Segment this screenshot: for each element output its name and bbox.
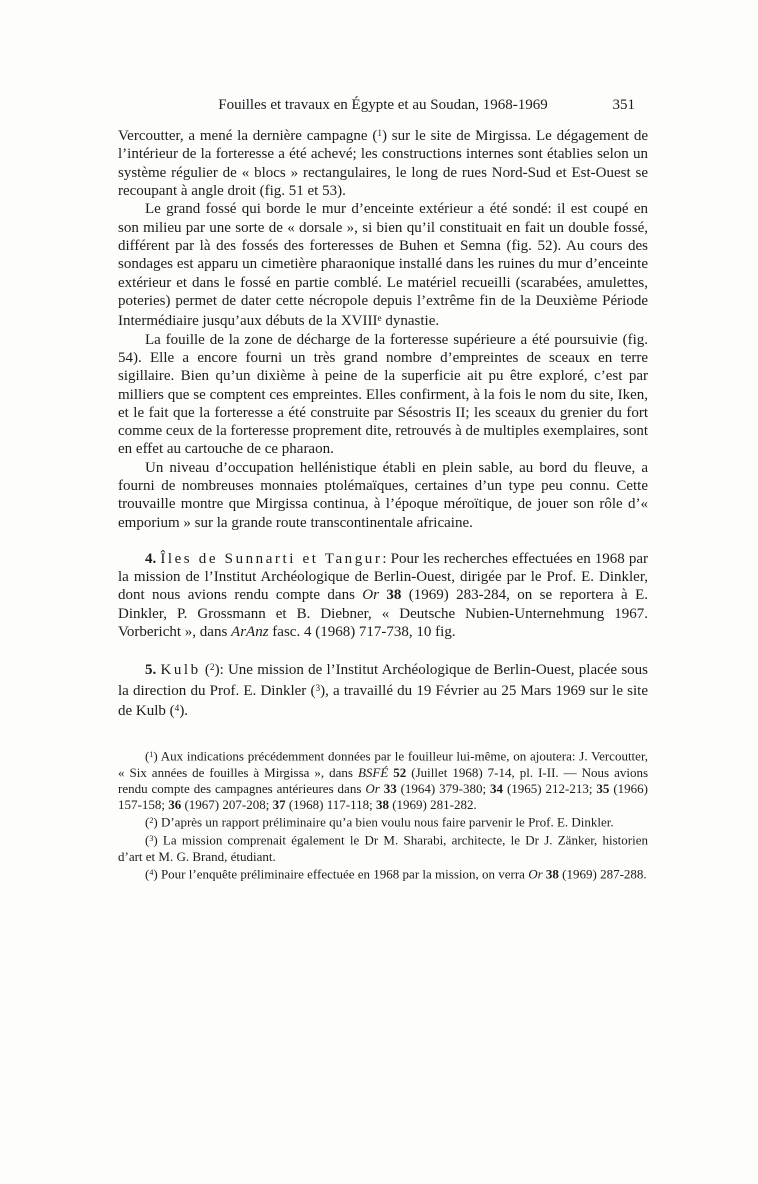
text-run: 38: [545, 866, 559, 882]
text-run: (1965) 212-213;: [503, 780, 597, 796]
running-header-title: Fouilles et travaux en Égypte et au Soudan, 1968-1969: [218, 97, 548, 113]
text-run: (1966) 157-158;: [118, 780, 648, 812]
text-run: ) D’après un rapport préliminaire qu’a bien voulu nous faire parvenir le Prof. E. Dinkler.: [153, 814, 614, 830]
text-run: (: [145, 814, 150, 830]
text-column: [118, 96, 648, 883]
text-run: 36: [168, 797, 182, 812]
text-run: fasc. 4 (1968) 717-738, 10 fig.: [268, 624, 456, 641]
text-run: (: [200, 662, 210, 679]
text-run: 35: [596, 780, 610, 796]
section-4-iles-sunnarti-tangur: [118, 550, 648, 641]
page-number: 351: [612, 97, 635, 113]
text-run: 38: [386, 587, 402, 604]
text-run: ) sur le site de Mirgissa. Le dégagement de l’intérieur de la forteresse a été achevé; les constructions internes sont établies selon un système régulier de « blocs » rectangulaires, le long de rues Nord-Sud et Est-Ouest se recoupant à angle droit (fig. 51 et 53).: [118, 128, 648, 200]
text-run: 38: [375, 797, 389, 812]
text-run: Vercoutter, a mené la dernière campagne (: [118, 128, 378, 145]
text-run: Kulb: [160, 662, 201, 679]
text-run: 4.: [145, 550, 161, 567]
text-run: 37: [272, 797, 286, 812]
footnote-4: [118, 865, 648, 883]
text-run: Le grand fossé qui borde le mur d’enceinte extérieur a été sondé: il est coupé en son milieu par une sorte de « dorsale », si bien qu’il constituait en fait un double fossé, différent par là des fossés des forteresses de Buhen et Semna (fig. 52). Au cours des sondages est apparu un cimetière pharaonique installé dans les ruines du mur d’enceinte extérieur et dans le fossé en partie comblé. Le matériel recueilli (scarabées, amulettes, poteries) permet de dater cette nécropole depuis l’extrême fin de la Deuxième Période Intermédiaire jusqu’aux débuts de la XVIII: [118, 201, 648, 330]
text-run: (: [145, 866, 150, 882]
text-run: 1: [149, 749, 154, 759]
text-run: (: [145, 748, 150, 764]
text-run: 1: [377, 129, 382, 139]
text-run: ).: [179, 703, 189, 720]
text-run: : Pour les recherches effectuées en 1968 par la mission de l’Institut Archéologique de Berlin-Ouest, dirigée par le Prof. E. Dinkler, dont nous avions rendu compte dans: [118, 550, 648, 604]
paragraph-mirgissa-campaign: [118, 125, 648, 200]
section-5-kulb: [118, 659, 648, 720]
text-run: 52: [393, 764, 407, 780]
paragraph-zone-decharge: [118, 331, 648, 459]
footnote-3: [118, 831, 648, 865]
text-run: 5.: [145, 662, 161, 679]
text-run: ) La mission comprenait également le Dr M. Sharabi, architecte, le Dr J. Zänker, historien d’art et M. G. Brand, étudiant.: [118, 832, 648, 864]
text-run: ) Pour l’enquête préliminaire effectuée en 1968 par la mission, on verra: [153, 866, 529, 882]
text-run: 34: [490, 780, 504, 796]
footnote-1: [118, 747, 648, 813]
text-run: La fouille de la zone de décharge de la forteresse supérieure a été poursuivie (fig. 54). Elle a encore fourni un très grand nombre d’empreintes de sceaux en terre sigillaire. Bien qu’un dixième à peine de la superficie ait pu être exploré, c’est par milliers que se comptent ces empreintes. Elles confirment, à la fois le nom du site, Iken, et le fait que la forteresse a été construite par Sésostris II; les sceaux du grenier du fort comme ceux de la forteresse proprement dite, retrouvés à de multiples exemplaires, sont en effet au cartouche de ce pharaon.: [118, 331, 648, 458]
text-run: e: [377, 314, 382, 325]
footnotes: [118, 747, 648, 883]
text-run: 3: [315, 683, 321, 694]
text-run: Or: [365, 780, 380, 796]
text-run: 4: [174, 704, 180, 715]
text-run: Îles de Sunnarti et Tangur: [160, 550, 383, 567]
body-paragraphs: [118, 125, 648, 721]
text-run: 2: [149, 816, 154, 826]
text-run: 4: [149, 868, 154, 878]
text-run: ArAnz: [231, 624, 269, 641]
footnote-2: [118, 813, 648, 831]
text-run: dynastie.: [381, 313, 440, 330]
text-run: (Juillet 1968) 7-14, pl. I-II. — Nous avions rendu compte des campagnes antérieures dans: [118, 764, 649, 796]
text-run: 3: [149, 834, 154, 844]
text-run: (1969) 283-284, on se reportera à E. Dinkler, P. Grossmann et B. Diebner, « Deutsche Nubien-Unternehmung 1967. Vorbericht », dans: [118, 587, 648, 641]
text-run: (1969) 281-282.: [388, 797, 477, 812]
text-run: Or: [528, 866, 543, 882]
text-run: Un niveau d’occupation hellénistique établi en plein sable, au bord du fleuve, a fourni de nombreuses monnaies ptolémaïques, certaines d’un type peu connu. Cette trouvaille montre que Mirgissa continua, à l’époque méroïtique, de jouer son rôle d’« emporium » sur la grande route transcontinentale africaine.: [118, 459, 648, 531]
text-run: 33: [383, 780, 397, 796]
text-run: BSFÉ: [357, 764, 389, 780]
text-run: 2: [209, 663, 215, 674]
text-run: ) Aux indications précédemment données par le fouilleur lui-même, on ajoutera: J. Vercoutter, « Six années de fouilles à Mirgissa », dans: [118, 748, 648, 780]
paragraph-niveau-hellenistique: [118, 459, 648, 532]
text-run: (1969) 287-288.: [558, 866, 647, 882]
paragraph-grand-fosse: [118, 200, 648, 330]
text-run: ), a travaillé du 19 Février au 25 Mars 1969 sur le site de Kulb (: [118, 683, 648, 720]
text-run: (1964) 379-380;: [396, 780, 491, 796]
text-run: (1967) 207-208;: [181, 797, 273, 812]
text-run: (1968) 117-118;: [285, 797, 376, 812]
running-header: [118, 96, 648, 114]
text-run: Or: [362, 587, 379, 604]
text-run: (: [145, 832, 150, 848]
text-run: ): Une mission de l’Institut Archéologique de Berlin-Ouest, placée sous la direction du Prof. E. Dinkler (: [118, 662, 648, 699]
